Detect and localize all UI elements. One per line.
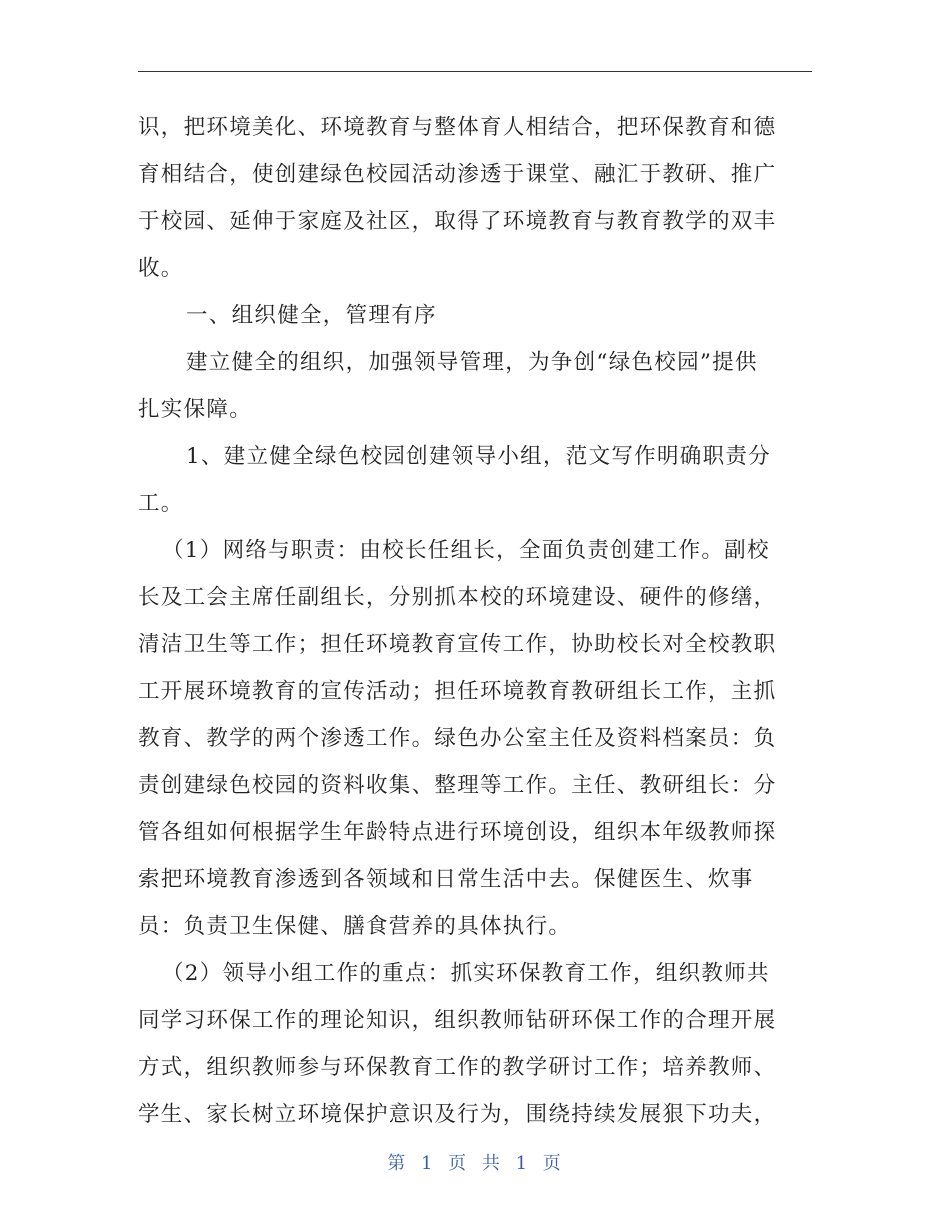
text-line: 管各组如何根据学生年龄特点进行环境创设，组织本年级教师探	[138, 820, 777, 845]
text-line: 建立健全的组织，加强领导管理，为争创“绿色校园”提供	[186, 350, 758, 375]
footer-total-pages: 1	[515, 1153, 530, 1174]
text-line: 收。	[138, 256, 184, 281]
text-line: 扎实保障。	[138, 397, 253, 422]
footer-current-page: 1	[420, 1153, 435, 1174]
text-line: （1）网络与职责：由校长任组长，全面负责创建工作。副校	[162, 538, 770, 563]
footer-page-word: 页	[448, 1153, 469, 1174]
text-line: 索把环境教育渗透到各领域和日常生活中去。保健医生、炊事	[138, 867, 754, 892]
text-line: 识，把环境美化、环境教育与整体育人相结合，把环保教育和德	[138, 115, 777, 140]
text-line: 同学习环保工作的理论知识，组织教师钻研环保工作的合理开展	[138, 1008, 777, 1033]
text-line: 于校园、延伸于家庭及社区，取得了环境教育与教育教学的双丰	[138, 209, 777, 234]
text-line: （2）领导小组工作的重点：抓实环保教育工作，组织教师共	[162, 961, 770, 986]
text-line: 清洁卫生等工作；担任环境教育宣传工作，协助校长对全校教职	[138, 632, 777, 657]
text-line: 一、组织健全，管理有序	[186, 303, 437, 328]
text-line: 方式，组织教师参与环保教育工作的教学研讨工作；培养教师、	[138, 1055, 777, 1080]
footer-total-word: 共	[481, 1153, 502, 1174]
text-line: 长及工会主席任副组长，分别抓本校的环境建设、硬件的修缮，	[138, 585, 777, 610]
header-divider	[138, 71, 812, 72]
document-body	[138, 104, 810, 1138]
text-line: 员：负责卫生保健、膳食营养的具体执行。	[138, 914, 572, 939]
text-line: 育相结合，使创建绿色校园活动渗透于课堂、融汇于教研、推广	[138, 162, 777, 187]
text-line: 学生、家长树立环境保护意识及行为，围绕持续发展狠下功夫，	[138, 1102, 777, 1127]
text-line: 教育、教学的两个渗透工作。绿色办公室主任及资料档案员：负	[138, 726, 777, 751]
footer-suffix: 页	[542, 1153, 563, 1174]
footer-prefix: 第	[387, 1153, 408, 1174]
text-line: 1、建立健全绿色校园创建领导小组，范文写作明确职责分	[186, 444, 771, 469]
page-footer	[0, 1149, 950, 1175]
text-line: 工。	[138, 491, 184, 516]
text-line: 责创建绿色校园的资料收集、整理等工作。主任、教研组长：分	[138, 773, 777, 798]
text-line: 工开展环境教育的宣传活动；担任环境教育教研组长工作，主抓	[138, 679, 777, 704]
